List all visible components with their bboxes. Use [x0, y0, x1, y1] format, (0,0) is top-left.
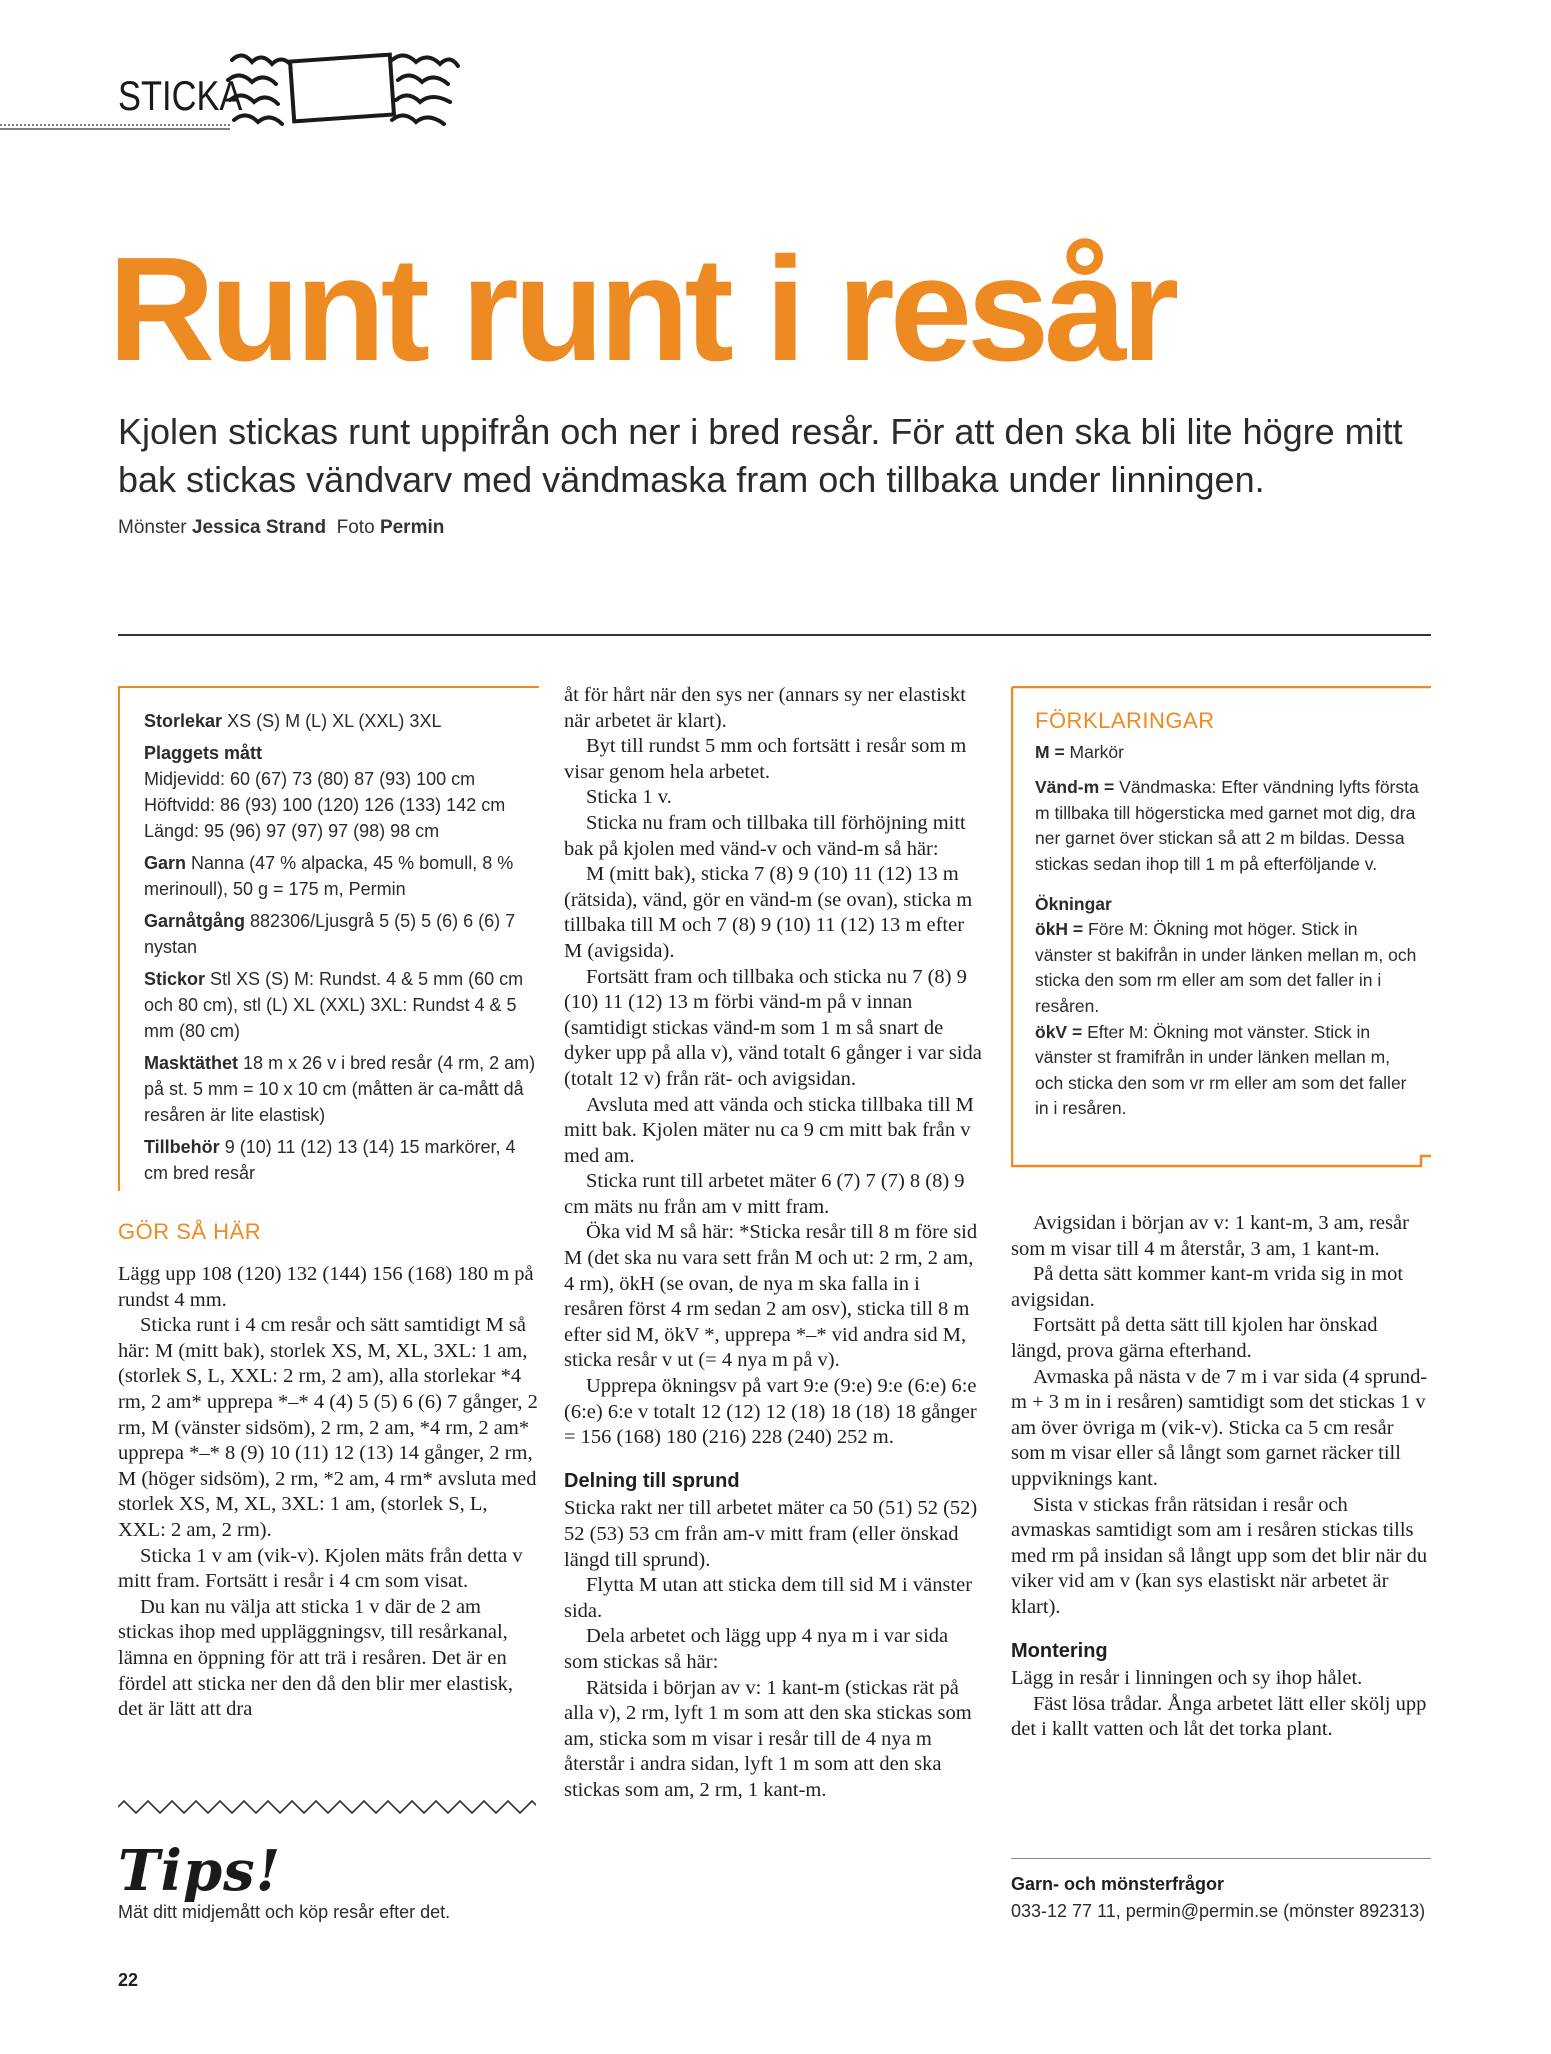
- paragraph: Fortsätt på detta sätt till kjolen har önskad längd, prova gärna efterhand.: [1011, 1314, 1378, 1362]
- section-label: STICKA: [118, 72, 243, 119]
- paragraph: Sticka runt i 4 cm resår och sätt samtidigt M så här: M (mitt bak), storlek XS, M, XL, 3XL: 1 am, (storlek S, L, XXL: 2 rm, 2 am), alla storlekar *4 rm, 2 am* upprepa *–* 4 (4) 5 (5) 6 (6) 7 gånger, 2 rm, M (vänster sidsöm), 2 rm, 2 am, *4 rm, 2 am* upprepa *–* 8 (9) 10 (11) 12 (13) 14 gånger, 2 rm, M (höger sidsöm), 2 rm, *2 am, 4 rm* avsluta med storlek XS, M, XL, 3XL: 1 am, (storlek S, L, XXL: 2 am, 2 rm).: [118, 1314, 538, 1541]
- usage-label: Garnåtgång: [144, 911, 246, 931]
- photo-author: Permin: [379, 517, 445, 538]
- article-title: Runt runt i resår: [108, 227, 1175, 392]
- paragraph: åt för hårt när den sys ner (annars sy ner elastiskt när arbetet är klart).: [564, 684, 966, 732]
- explanations-box: [1011, 686, 1431, 1168]
- paragraph: Sista v stickas från rätsidan i resår och avmaskas samtidigt som am i resåren stickas tills med rm på insidan så långt upp som det blir när du viker vid am v (kan sys elastiskt när arbetet är klart).: [1011, 1493, 1428, 1618]
- gauge-label: Masktäthet: [144, 1053, 239, 1073]
- vand-m-label: Vänd-m =: [1035, 777, 1115, 798]
- yarn-usage: [144, 908, 536, 960]
- paragraph: Öka vid M så här: *Sticka resår till 8 m före sid M (det ska nu vara sett från M och ut: 2 rm, 2 am, 4 rm), ökH (se ovan, de nya m ska falla in i resåren först 4 rm sedan 2 am osv), sticka till 8 m efter sid M, ökV *, upprepa *–* vid andra sid M, sticka resår v ut (= 4 nya m på v).: [564, 1221, 978, 1372]
- okningar-heading: [1035, 892, 1419, 918]
- measures-line: Längd: 95 (96) 97 (97) 97 (98) 98 cm: [144, 821, 440, 841]
- tips-text: Mät ditt midjemått och köp resår efter det.: [118, 1902, 451, 1922]
- paragraph: Byt till rundst 5 mm och fortsätt i resår som m visar genom hela arbetet.: [564, 735, 967, 783]
- contact-details: 033-12 77 11, permin@permin.se (mönster 892313): [1011, 1901, 1426, 1921]
- okh-label: ökH =: [1035, 919, 1084, 940]
- explanations-heading: FÖRKLARINGAR: [1035, 708, 1215, 733]
- paragraph: Avsluta med att vända och sticka tillbaka till M mitt bak. Kjolen mäter nu ca 9 cm mitt bak från v med am.: [564, 1093, 974, 1167]
- instructions-heading: GÖR SÅ HÄR: [118, 1219, 262, 1244]
- measures-line: Höftvidd: 86 (93) 100 (120) 126 (133) 142 cm: [144, 795, 506, 815]
- paragraph: Avmaska på nästa v de 7 m i var sida (4 sprund-m + 3 m in i resåren) samtidigt som det stickas 1 v am över övriga m (vik-v). Sticka ca 5 cm resår som m visar eller så långt som garnet räcker till uppviknings kant.: [1011, 1365, 1428, 1490]
- paragraph: Flytta M utan att sticka dem till sid M i vänster sida.: [564, 1574, 973, 1622]
- header-dotted-rule: [0, 122, 230, 132]
- okv-value: Efter M: Ökning mot vänster. Stick in vänster st framifrån in under länken mellan m, och sticka den som vr rm eller am som det faller in i resåren.: [1035, 1021, 1407, 1119]
- paragraph: Rätsida i början av v: 1 kant-m (stickas rät på alla v), 2 rm, lyft 1 m som att den ska stickas som am, sticka som m visar i resår till de 4 nya m återstår i andra sidan, lyft 1 m som att den ska stickas som am, 2 rm, 1 kant-m.: [564, 1676, 972, 1801]
- paragraph: M (mitt bak), sticka 7 (8) 9 (10) 11 (12) 13 m (rätsida), vänd, gör en vänd-m (se ovan), sticka m tillbaka till M och 7 (8) 9 (10) 11 (12) 13 m efter M (avigsida).: [564, 863, 973, 962]
- yarn-skein-icon: [222, 40, 462, 140]
- paragraph: Avigsidan i början av v: 1 kant-m, 3 am, resår som m visar till 4 m återstår, 3 am, 1 kant-m.: [1011, 1212, 1409, 1260]
- paragraph: Du kan nu välja att sticka 1 v där de 2 am stickas ihop med uppläggningsv, till resårkanal, lämna en öppning för att trä i resåren. Det är en fördel att sticka ner den då den blir mer elastisk, det är lätt att dra: [118, 1595, 514, 1721]
- needles: [144, 966, 536, 1044]
- measures: [144, 740, 536, 844]
- info-box: [118, 686, 539, 1191]
- paragraph: Lägg in resår i linningen och sy ihop hålet.: [1011, 1667, 1363, 1690]
- m-label: M =: [1035, 741, 1065, 762]
- sizes-label: Storlekar: [144, 711, 223, 731]
- article-credits: [118, 517, 444, 539]
- vand-m-value: Vändmaska: Efter vändning lyfts första m tillbaka till högersticka med garnet mot dig, dra ner garnet över stickan så att 2 m bildas. Dessa stickas sedan ihop till 1 m på efterföljande v.: [1035, 777, 1419, 874]
- top-divider: [118, 634, 1431, 636]
- explanation-okv: [1035, 1020, 1419, 1122]
- m-value: Markör: [1069, 741, 1124, 762]
- column-2-text: [564, 683, 984, 1804]
- needles-value: Stl XS (S) M: Rundst. 4 & 5 mm (60 cm och 80 cm), stl (L) XL (XXL) 3XL: Rundst 4 & 5 mm (80 cm): [144, 969, 524, 1041]
- section-heading-montering: Montering: [1011, 1639, 1108, 1662]
- needles-label: Stickor: [144, 969, 206, 989]
- yarn-value: Nanna (47 % alpacka, 45 % bomull, 8 % merinoull), 50 g = 175 m, Permin: [144, 853, 514, 899]
- paragraph: Dela arbetet och lägg upp 4 nya m i var sida som stickas så här:: [564, 1625, 949, 1673]
- paragraph: Upprepa ökningsv på vart 9:e (9:e) 9:e (6:e) 6:e (6:e) 6:e v totalt 12 (12) 12 (18) 18 (18) 18 gånger = 156 (168) 180 (216) 228 (240) 252 m.: [564, 1375, 977, 1449]
- section-heading-sprund: Delning till sprund: [564, 1469, 740, 1492]
- paragraph: Sticka 1 v.: [586, 786, 672, 809]
- contact-divider: [1011, 1858, 1431, 1859]
- column-3-text: [1011, 1211, 1431, 1743]
- paragraph: Sticka nu fram och tillbaka till förhöjning mitt bak på kjolen med vänd-v och vänd-m så här:: [564, 811, 966, 860]
- paragraph: Sticka runt till arbetet mäter 6 (7) 7 (7) 8 (8) 9 cm mäts nu från am v mitt fram.: [564, 1170, 965, 1218]
- paragraph: På detta sätt kommer kant-m vrida sig in mot avigsidan.: [1011, 1263, 1404, 1311]
- contact-heading: Garn- och mönsterfrågor: [1011, 1874, 1225, 1894]
- explanation-okh: [1035, 917, 1419, 1019]
- usage-value: 882306/Ljusgrå 5 (5) 5 (6) 6 (6) 7 nystan: [144, 911, 516, 957]
- okningar-heading-text: Ökningar: [1035, 893, 1112, 914]
- paragraph: Sticka rakt ner till arbetet mäter ca 50 (51) 52 (52) 52 (53) 53 cm från am-v mitt fram (eller önskad längd till sprund).: [564, 1497, 978, 1571]
- tips-heading: Tips!: [118, 1838, 282, 1904]
- pattern-label: Mönster: [118, 517, 187, 538]
- tips-zigzag-divider: [118, 1800, 536, 1814]
- paragraph: Lägg upp 108 (120) 132 (144) 156 (168) 180 m på rundst 4 mm.: [118, 1263, 534, 1311]
- sizes-value: XS (S) M (L) XL (XXL) 3XL: [227, 711, 442, 731]
- yarn: [144, 850, 536, 902]
- measures-line: Midjevidd: 60 (67) 73 (80) 87 (93) 100 cm: [144, 769, 476, 789]
- measures-label: Plaggets mått: [144, 743, 263, 763]
- column-1-text: [118, 1262, 538, 1723]
- accessories-label: Tillbehör: [144, 1137, 220, 1157]
- okh-value: Före M: Ökning mot höger. Stick in vänster st bakifrån in under länken mellan m, och sticka den som rm eller am som det faller in i resåren.: [1035, 919, 1417, 1016]
- explanation-m: [1035, 740, 1419, 766]
- accessories-value: 9 (10) 11 (12) 13 (14) 15 markörer, 4 cm bred resår: [144, 1137, 516, 1183]
- accessories: [144, 1134, 536, 1186]
- paragraph: Sticka 1 v am (vik-v). Kjolen mäts från detta v mitt fram. Fortsätt i resår i 4 cm som visat.: [118, 1544, 523, 1593]
- photo-label: Foto: [336, 517, 375, 538]
- info-box-left-border: [118, 686, 120, 1191]
- page-number: 22: [118, 1970, 139, 1990]
- gauge: [144, 1050, 536, 1128]
- paragraph: Fortsätt fram och tillbaka och sticka nu 7 (8) 9 (10) 11 (12) 13 m förbi vänd-m på v innan (samtidigt stickas vänd-m som 1 m så snart de dyker upp på alla v), vänd totalt 6 gånger i var sida (totalt 12 v) från rät- och avigsidan.: [564, 965, 982, 1090]
- pattern-author: Jessica Strand: [191, 517, 327, 538]
- explanations-content: [1035, 708, 1419, 1122]
- okv-label: ökV =: [1035, 1021, 1083, 1042]
- article-intro: Kjolen stickas runt uppifrån och ner i bred resår. För att den ska bli lite högre mitt bak stickas vändvarv med vändmaska fram och tillbaka under linningen.: [118, 411, 1403, 500]
- yarn-label: Garn: [144, 853, 187, 873]
- gauge-value: 18 m x 26 v i bred resår (4 rm, 2 am) på st. 5 mm = 10 x 10 cm (måtten är ca-mått då resåren är lite elastisk): [144, 1053, 536, 1125]
- paragraph: Fäst lösa trådar. Ånga arbetet lätt eller skölj upp det i kallt vatten och låt det torka plant.: [1011, 1692, 1427, 1741]
- info-box-content: [144, 708, 536, 1192]
- explanation-vand-m: [1035, 775, 1419, 877]
- sizes: [144, 708, 536, 734]
- info-box-top-border: [118, 686, 539, 688]
